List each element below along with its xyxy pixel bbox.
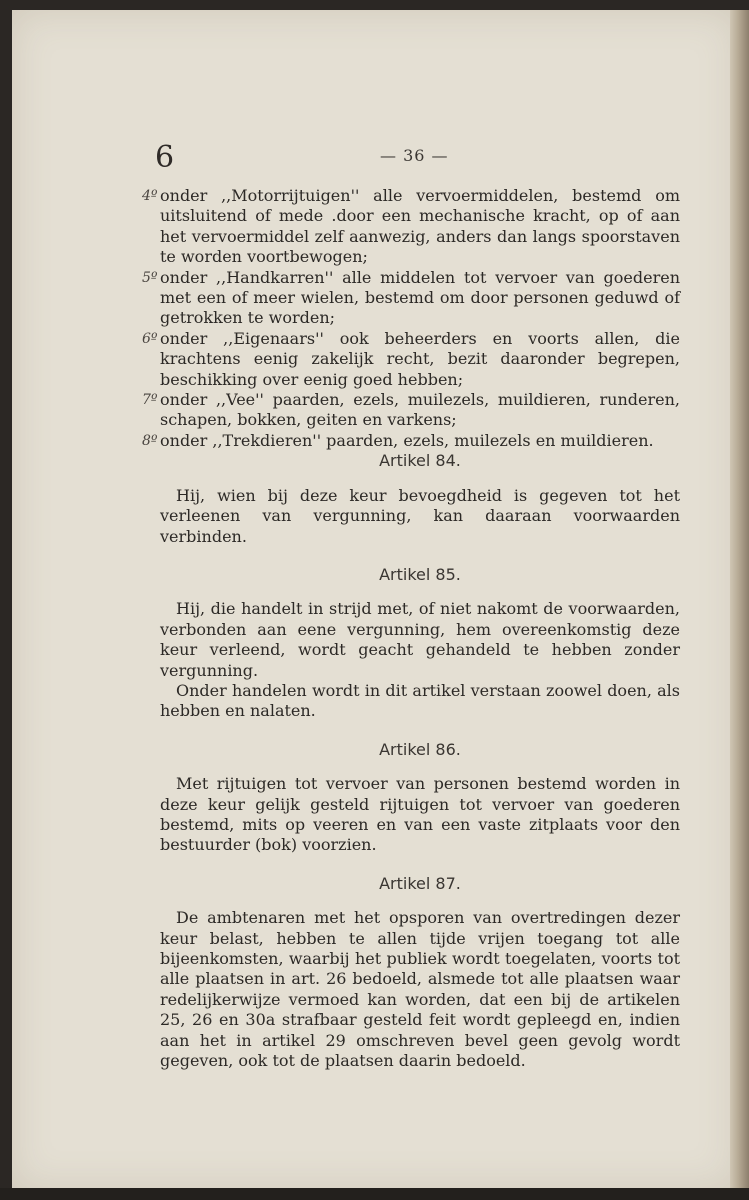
list-item [142,267,680,329]
article-paragraph: Onder handelen wordt in dit artikel verstaan zoowel doen, als hebben en nalaten. [160,680,680,721]
list-item-text: onder ,,Trekdieren'' paarden, ezels, muilezels en muildieren. [160,430,654,450]
article-heading: Artikel 87. [379,873,461,893]
signature-mark: 6 [155,140,175,175]
list-item-text: onder ,,Eigenaars'' ook beheerders en voorts allen, die krachtens eenig zakelijk recht, bezit daaronder begrepen, beschikking over eenig goed hebben; [160,328,680,389]
page-content [142,186,680,1071]
article-paragraph: De ambtenaren met het opsporen van overtredingen dezer keur belast, hebben te allen tijde vrijen toegang tot alle bijeenkomsten, waarbij het publiek wordt toegelaten, voorts tot alle plaatsen in art. 26 bedoeld, alsmede tot alle plaatsen waar redelijkerwijze vermoed kan worden, dat een bij de artikelen 25, 26 en 30a strafbaar gesteld feit wordt gepleegd en, indien aan het in artikel 29 omschreven bevel geen gevolg wordt gegeven, ook tot de plaatsen daarin bedoeld. [160,908,680,1071]
article-paragraph: Met rijtuigen tot vervoer van personen bestemd worden in deze keur gelijk gesteld rijtuigen tot vervoer van goederen bestemd, mits op veeren en van een vaste zitplaats voor den bestuurder (bok) voorzien. [160,774,680,855]
article-paragraph: Hij, wien bij deze keur bevoegdheid is gegeven tot het verleenen van vergunning, kan daaraan voorwaarden verbinden. [160,485,680,546]
list-item [142,186,680,268]
list-item-number: 8º [142,432,158,449]
list-item-number: 6º [142,330,158,347]
list-item-text: onder ,,Motorrijtuigen'' alle vervoermiddelen, bestemd om uitsluitend of mede .door een mechanische kracht, op of aan het vervoermiddel zelf aanwezig, anders dan langs spoorstaven te worden voortbewogen; [160,186,680,267]
list-item [142,328,680,390]
list-item-text: onder ,,Handkarren'' alle middelen tot vervoer van goederen met een of meer wielen, bestemd om door personen geduwd of getrokken te worden; [160,267,680,328]
article-heading: Artikel 86. [379,739,461,759]
list-item-number: 4º [142,188,158,204]
article-heading: Artikel 84. [379,451,461,471]
list-item-text: onder ,,Vee'' paarden, ezels, muilezels, muildieren, runderen, schapen, bokken, geiten en varkens; [160,390,680,430]
list-item [142,390,680,431]
page-number: — 36 — [380,146,449,165]
article-paragraph: Hij, die handelt in strijd met, of niet nakomt de voorwaarden, verbonden aan eene vergunning, hem overeenkomstig deze keur verleend, wordt geacht gehandeld te hebben zonder vergunning. [160,599,680,680]
page-edge [730,10,749,1190]
scan-bottom-border [0,1188,749,1200]
list-item-number: 7º [142,392,158,409]
list-item [142,430,680,451]
list-item-number: 5º [142,269,158,286]
article-heading: Artikel 85. [379,564,461,584]
